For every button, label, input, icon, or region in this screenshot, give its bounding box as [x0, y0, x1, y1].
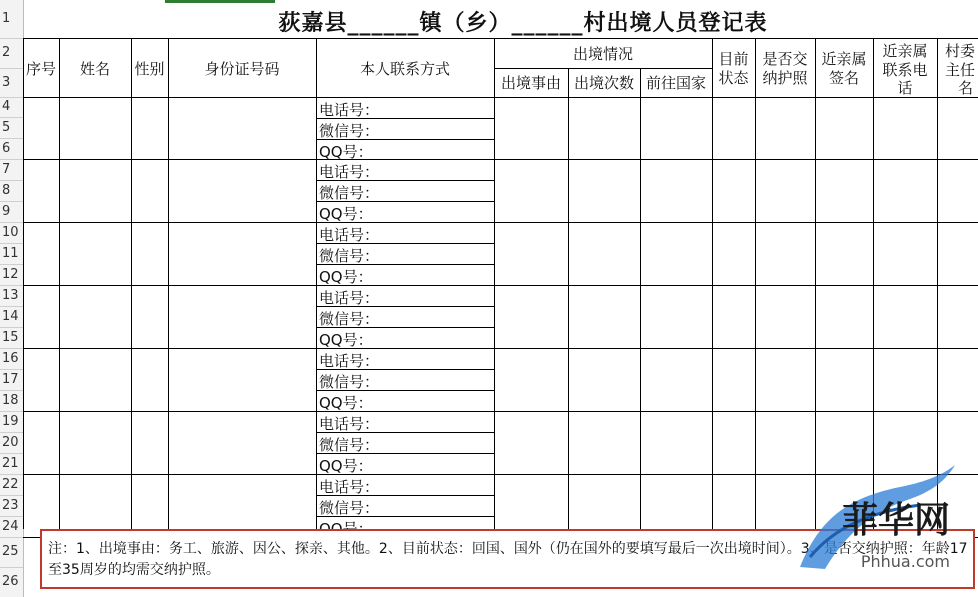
- grid-line: [23, 222, 978, 223]
- contact-label-wechat: 微信号：: [319, 247, 380, 265]
- row-number[interactable]: 5: [2, 119, 11, 135]
- grid-line: [316, 369, 494, 370]
- row-number[interactable]: 12: [2, 266, 19, 282]
- contact-label-wechat: 微信号：: [319, 184, 380, 202]
- contact-label-wechat: 微信号：: [319, 436, 380, 454]
- row-divider: [0, 117, 23, 118]
- grid-line: [23, 38, 24, 529]
- header-passport-line2: 纳护照: [762, 69, 808, 87]
- row-number[interactable]: 23: [2, 497, 19, 513]
- row-divider: [0, 327, 23, 328]
- row-divider: [0, 348, 23, 349]
- row-number[interactable]: 20: [2, 434, 19, 450]
- row-divider: [0, 138, 23, 139]
- header-status-line1: 目前: [718, 50, 749, 68]
- grid-line: [168, 38, 169, 529]
- header-name: 姓名: [79, 60, 110, 78]
- header-exit-count: 出境次数: [573, 74, 634, 92]
- grid-line: [316, 38, 317, 529]
- grid-line: [494, 68, 712, 69]
- row-divider: [0, 495, 23, 496]
- contact-label-phone: 电话号：: [319, 478, 380, 496]
- header-seq: 序号: [25, 60, 56, 78]
- grid-line: [316, 243, 494, 244]
- header-village-line1: 村委: [945, 42, 976, 60]
- header-relative-contact-line3: 话: [897, 79, 913, 97]
- row-number[interactable]: 19: [2, 413, 19, 429]
- row-number[interactable]: 2: [2, 45, 11, 60]
- header-destination: 前往国家: [645, 74, 706, 92]
- watermark-logo: [780, 457, 970, 587]
- row-number[interactable]: 17: [2, 371, 19, 387]
- grid-line: [712, 38, 713, 529]
- header-status-line2: 状态: [718, 69, 749, 87]
- row-divider: [0, 390, 23, 391]
- grid-line: [316, 201, 494, 202]
- row-number[interactable]: 8: [2, 182, 11, 198]
- grid-line: [23, 411, 978, 412]
- header-relative-contact-line2: 联系电: [882, 61, 928, 79]
- row-number[interactable]: 10: [2, 224, 19, 240]
- sheet-title: 荻嘉县______镇（乡）______村出境人员登记表: [278, 11, 768, 36]
- grid-line: [23, 97, 978, 98]
- header-relative-contact-line1: 近亲属: [882, 42, 928, 60]
- header-gender: 性别: [134, 60, 165, 78]
- row-number[interactable]: 24: [2, 518, 19, 534]
- grid-line: [316, 139, 494, 140]
- row-number[interactable]: 1: [2, 11, 11, 26]
- grid-line: [23, 285, 978, 286]
- grid-line: [815, 38, 816, 529]
- contact-label-phone: 电话号：: [319, 226, 380, 244]
- header-passport-line1: 是否交: [762, 50, 808, 68]
- header-village-line3: 名: [958, 79, 974, 97]
- row-divider: [0, 306, 23, 307]
- row-number[interactable]: 14: [2, 308, 19, 324]
- grid-line: [316, 516, 494, 517]
- grid-line: [316, 264, 494, 265]
- grid-line: [316, 453, 494, 454]
- row-divider: [0, 432, 23, 433]
- contact-label-qq: QQ号：: [319, 394, 373, 412]
- row-number[interactable]: 21: [2, 455, 19, 471]
- header-id-number: 身份证号码: [204, 60, 280, 78]
- watermark-domain: Phhua.com: [860, 552, 950, 571]
- grid-line: [316, 432, 494, 433]
- header-contact: 本人联系方式: [359, 60, 450, 78]
- row-divider: [0, 97, 23, 98]
- row-divider: [0, 159, 23, 160]
- grid-line: [316, 306, 494, 307]
- row-number[interactable]: 22: [2, 476, 19, 492]
- contact-label-qq: QQ号：: [319, 268, 373, 286]
- row-divider: [0, 285, 23, 286]
- grid-line: [316, 390, 494, 391]
- contact-label-phone: 电话号：: [319, 163, 380, 181]
- grid-line: [23, 348, 978, 349]
- row-number[interactable]: 6: [2, 140, 11, 156]
- row-number[interactable]: 25: [2, 544, 19, 559]
- grid-line: [316, 495, 494, 496]
- row-divider: [0, 180, 23, 181]
- contact-label-wechat: 微信号：: [319, 310, 380, 328]
- row-divider: [0, 516, 23, 517]
- row-divider: [0, 369, 23, 370]
- row-divider: [0, 68, 23, 69]
- row-number[interactable]: 15: [2, 329, 19, 345]
- note-text: 注：1、出境事由：务工、旅游、因公、探亲、其他。2、目前状态：回国、国外（仍在国外的要填写最后一次出境时间）。3、是否交纳护照：年龄17至35周岁的均需交纳护照。: [48, 541, 968, 578]
- header-exit-group: 出境情况: [572, 45, 633, 63]
- row-divider: [0, 411, 23, 412]
- header-relative-sign-line1: 近亲属: [821, 50, 867, 68]
- grid-line: [494, 38, 495, 529]
- contact-label-qq: QQ号：: [319, 331, 373, 349]
- row-number-gutter: [0, 0, 24, 597]
- grid-line: [316, 327, 494, 328]
- row-number[interactable]: 16: [2, 350, 19, 366]
- contact-label-wechat: 微信号：: [319, 499, 380, 517]
- grid-line: [316, 180, 494, 181]
- row-divider: [0, 38, 23, 39]
- grid-line: [568, 68, 569, 529]
- watermark-brand: 菲华网: [841, 499, 950, 541]
- row-number[interactable]: 11: [2, 245, 19, 261]
- grid-line: [937, 38, 938, 529]
- row-divider: [0, 243, 23, 244]
- contact-label-phone: 电话号：: [319, 101, 380, 119]
- row-divider: [0, 222, 23, 223]
- grid-line: [873, 38, 874, 529]
- contact-label-qq: QQ号：: [319, 143, 373, 161]
- contact-label-qq: QQ号：: [319, 205, 373, 223]
- row-divider: [0, 567, 23, 568]
- contact-label-phone: 电话号：: [319, 415, 380, 433]
- contact-label-qq: QQ号：: [319, 457, 373, 475]
- row-divider: [0, 453, 23, 454]
- contact-label-phone: 电话号：: [319, 289, 380, 307]
- row-number[interactable]: 26: [2, 574, 19, 589]
- header-village-line2: 主任: [945, 61, 976, 79]
- grid-line: [316, 118, 494, 119]
- grid-line: [131, 38, 132, 529]
- contact-label-phone: 电话号：: [319, 352, 380, 370]
- grid-line: [640, 68, 641, 529]
- contact-label-wechat: 微信号：: [319, 122, 380, 140]
- grid-line: [23, 159, 978, 160]
- grid-line: [59, 38, 60, 529]
- grid-line: [23, 38, 978, 39]
- row-divider: [0, 537, 23, 538]
- header-relative-sign-line2: 签名: [828, 69, 859, 87]
- grid-line: [755, 38, 756, 529]
- row-number[interactable]: 13: [2, 287, 19, 303]
- row-divider: [0, 201, 23, 202]
- row-divider: [0, 474, 23, 475]
- row-number[interactable]: 7: [2, 161, 11, 177]
- row-number[interactable]: 3: [2, 74, 11, 90]
- row-number[interactable]: 18: [2, 392, 19, 408]
- row-divider: [0, 264, 23, 265]
- contact-label-wechat: 微信号：: [319, 373, 380, 391]
- row-number[interactable]: 4: [2, 99, 11, 114]
- header-exit-reason: 出境事由: [500, 74, 561, 92]
- row-number[interactable]: 9: [2, 203, 11, 219]
